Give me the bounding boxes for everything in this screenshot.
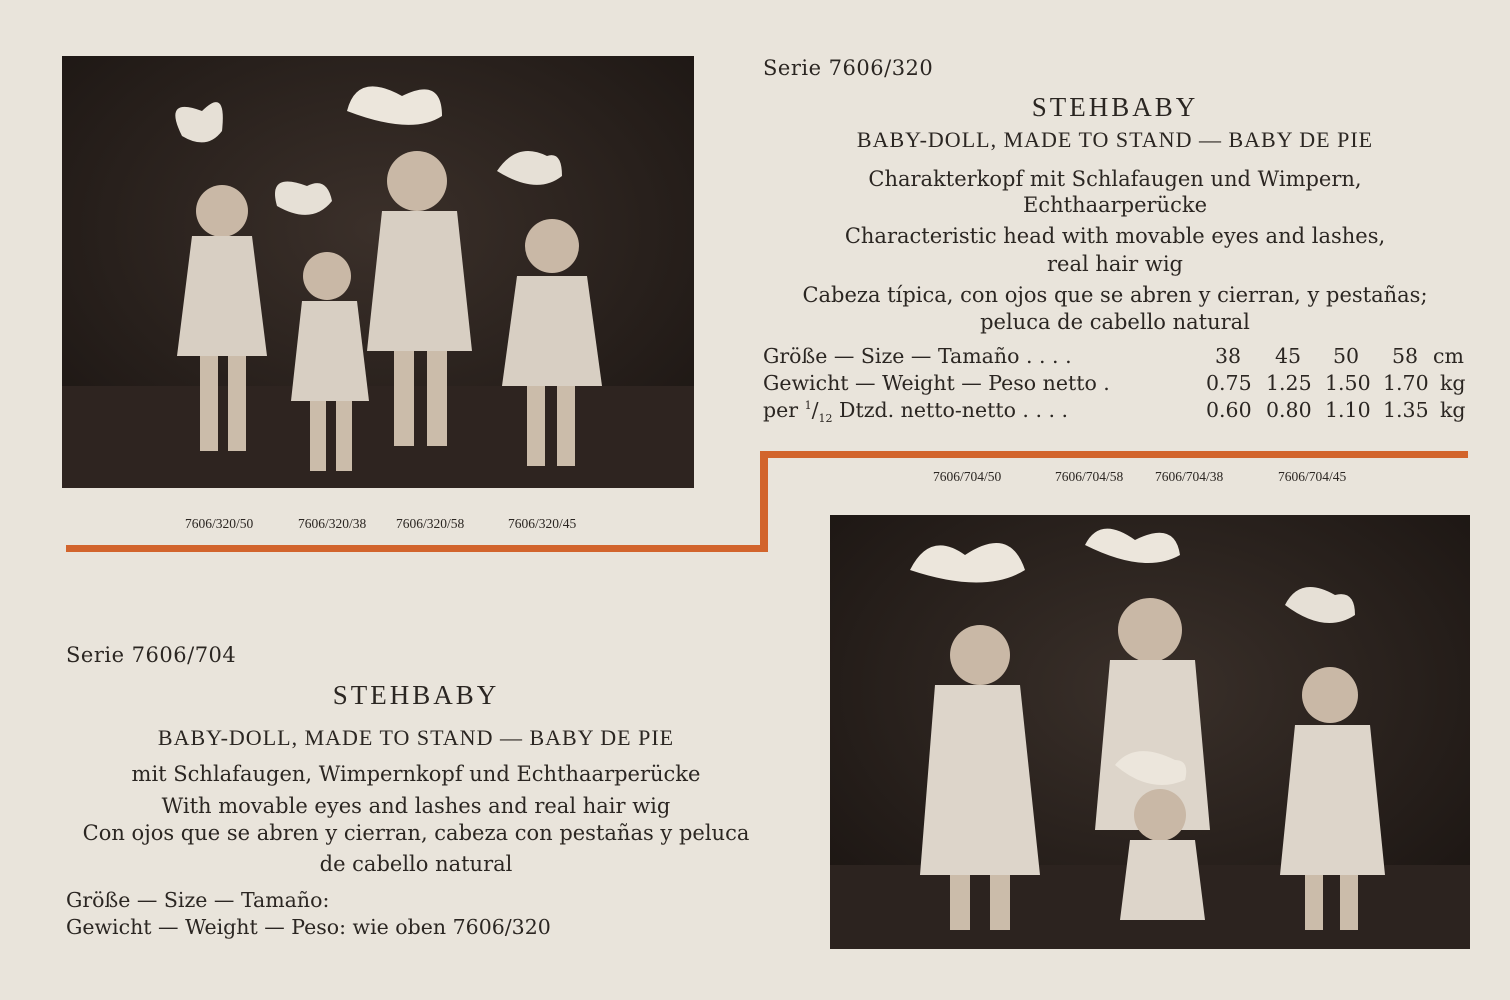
spec-line: Größe — Size — Tamaño: — [66, 888, 330, 912]
description-line: real hair wig — [1047, 252, 1183, 276]
section-subtitle: BABY-DOLL, MADE TO STAND — BABY DE PIE — [856, 127, 1374, 152]
divider-rule-step — [760, 451, 768, 552]
photo-dolls-series-704 — [830, 515, 1470, 949]
caption: 7606/320/50 — [185, 516, 254, 531]
description-line: mit Schlafaugen, Wimpernkopf und Echthaarperücke — [131, 762, 701, 786]
fraction-numerator: 1 — [804, 399, 812, 413]
caption: 7606/704/50 — [933, 469, 1002, 484]
description-line: Cabeza típica, con ojos que se abren y cierran, y pestañas; — [802, 283, 1428, 307]
spec-value: 38 — [1215, 344, 1242, 368]
caption: 7606/320/58 — [396, 516, 465, 531]
spec-value: 1.25 — [1266, 371, 1312, 395]
spec-label: Größe — Size — Tamaño . . . . — [763, 344, 1072, 368]
spec-row-weight — [763, 371, 1110, 395]
divider-rule-left — [66, 545, 768, 552]
section-subtitle: BABY-DOLL, MADE TO STAND — BABY DE PIE — [157, 725, 675, 750]
description-line: Con ojos que se abren y cierran, cabeza con pestañas y peluca — [82, 821, 750, 845]
dolls-photo-graphic — [830, 515, 1470, 949]
description-line: Characteristic head with movable eyes and lashes, — [844, 224, 1386, 248]
spec-unit: cm — [1433, 344, 1464, 368]
serie-label: Serie 7606/704 — [66, 643, 237, 667]
spec-unit: kg — [1440, 371, 1466, 395]
description-line: With movable eyes and lashes and real hair wig — [161, 794, 671, 818]
caption: 7606/704/58 — [1055, 469, 1124, 484]
spec-value: 1.10 — [1325, 398, 1371, 422]
section-title: STEHBABY — [332, 680, 500, 710]
spec-unit: kg — [1440, 398, 1466, 422]
caption: 7606/320/38 — [298, 516, 367, 531]
description-line: peluca de cabello natural — [980, 310, 1250, 334]
description-line: de cabello natural — [319, 852, 513, 876]
spec-value: 1.70 — [1383, 371, 1429, 395]
spec-row-dozen: per $^1/_{12}$ Dtzd. netto-netto . . . . — [763, 398, 1069, 426]
spec-label-post: Dtzd. netto-netto . . . . — [839, 398, 1069, 422]
divider-rule-right — [760, 451, 1468, 458]
spec-value: 45 — [1275, 344, 1302, 368]
spec-value: 1.35 — [1383, 398, 1429, 422]
caption-row-bottom — [0, 469, 1510, 487]
photo-dolls-series-320 — [62, 56, 694, 488]
description-line: Charakterkopf mit Schlafaugen und Wimpern, — [868, 167, 1362, 191]
caption: 7606/704/45 — [1278, 469, 1347, 484]
serie-label: Serie 7606/320 — [763, 56, 934, 80]
spec-value: 50 — [1333, 344, 1360, 368]
spec-label-pre: per — [763, 398, 799, 422]
description-line: Echthaarperücke — [1022, 193, 1207, 217]
spec-value: 1.50 — [1325, 371, 1371, 395]
spec-label: Gewicht — Weight — Peso netto . — [763, 371, 1110, 395]
fraction-denominator: 12 — [818, 412, 833, 426]
spec-value: 58 — [1392, 344, 1419, 368]
dolls-photo-graphic — [62, 56, 694, 488]
caption: 7606/320/45 — [508, 516, 577, 531]
spec-value: 0.75 — [1206, 371, 1252, 395]
spec-value: 0.60 — [1206, 398, 1252, 422]
spec-line: Gewicht — Weight — Peso: wie oben 7606/320 — [66, 915, 551, 939]
spec-row-size — [763, 344, 1072, 368]
caption: 7606/704/38 — [1155, 469, 1224, 484]
section-title: STEHBABY — [1031, 92, 1199, 122]
spec-value: 0.80 — [1266, 398, 1312, 422]
